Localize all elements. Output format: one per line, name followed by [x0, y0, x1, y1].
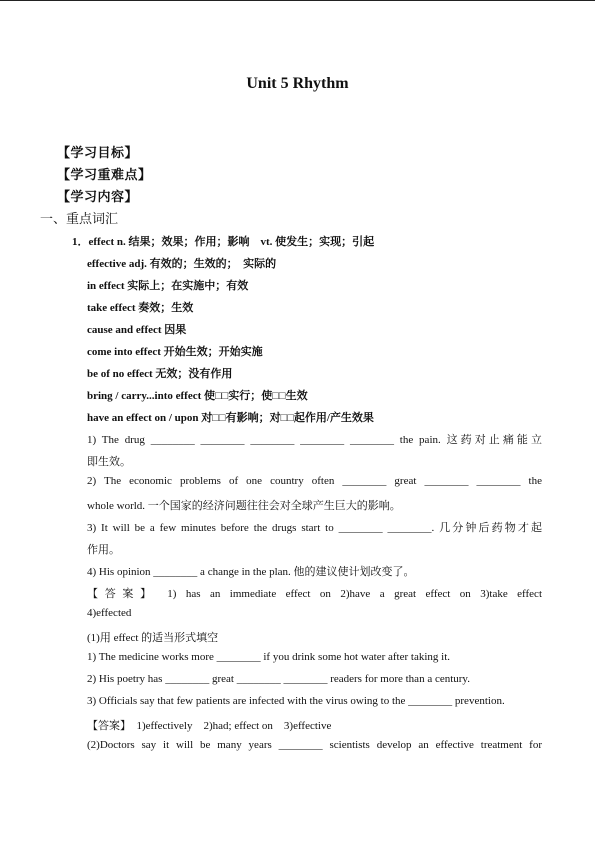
vocab-have-effect: have an effect on / upon 对□□有影响；对□□起作用/产生效果	[87, 412, 374, 424]
top-rule	[0, 0, 595, 1]
vocab-item-effect: 1．effect n. 结果；效果；作用；影响 vt. 使发生；实现；引起	[72, 236, 375, 248]
vocab-in-effect: in effect 实际上；在实施中；有效	[87, 280, 249, 292]
exercise-2-line-b: whole world. 一个国家的经济问题往往会对全球产生巨大的影响。	[87, 500, 401, 512]
vocab-come-into-effect: come into effect 开始生效；开始实施	[87, 346, 263, 358]
exercise-set-2-q3: 3) Officials say that few patients are infected with the virus owing to the ________ prevention.	[87, 695, 505, 707]
answer-1-line-b: 4)effected	[87, 607, 132, 619]
header-key-points: 【学习重难点】	[57, 167, 152, 182]
exercise-2-line-a: 2) The economic problems of one country often ________ great ________ ________ the	[87, 475, 542, 487]
vocab-take-effect: take effect 奏效；生效	[87, 302, 194, 314]
exercise-set-2-q1: 1) The medicine works more ________ if you drink some hot water after taking it.	[87, 651, 451, 663]
exercise-1-line-b: 即生效。	[87, 456, 131, 468]
header-content: 【学习内容】	[57, 189, 139, 204]
exercise-3-line-a: 3) It will be a few minutes before the drugs start to ________ ________. 几分钟后药物才起	[87, 522, 542, 534]
header-goals: 【学习目标】	[57, 145, 139, 160]
section-vocab-heading: 一、重点词汇	[40, 211, 119, 226]
answer-2: 【答案】 1)effectively 2)had; effect on 3)effective	[87, 720, 332, 732]
exercise-1-line-a: 1) The drug ________ ________ ________ ________ ________ the pain. 这药对止痛能立	[87, 434, 542, 446]
exercise-set-2-paragraph-2: (2)Doctors say it will be many years ________ scientists develop an effective treatment for	[87, 739, 542, 751]
exercise-4: 4) His opinion ________ a change in the plan. 他的建议使计划改变了。	[87, 566, 415, 578]
exercise-set-2-heading: (1)用 effect 的适当形式填空	[87, 632, 219, 644]
vocab-cause-effect: cause and effect 因果	[87, 324, 187, 336]
vocab-no-effect: be of no effect 无效；没有作用	[87, 368, 233, 380]
vocab-effective: effective adj. 有效的；生效的； 实际的	[87, 258, 277, 270]
page-title: Unit 5 Rhythm	[246, 75, 349, 92]
answer-1-line-a: 【答案】 1) has an immediate effect on 2)have a great effect on 3)take effect	[87, 588, 542, 600]
exercise-3-line-b: 作用。	[87, 544, 120, 556]
exercise-set-2-q2: 2) His poetry has ________ great ________ ________ readers for more than a century.	[87, 673, 470, 685]
vocab-bring-carry: bring / carry...into effect 使□□实行；使□□生效	[87, 390, 308, 402]
